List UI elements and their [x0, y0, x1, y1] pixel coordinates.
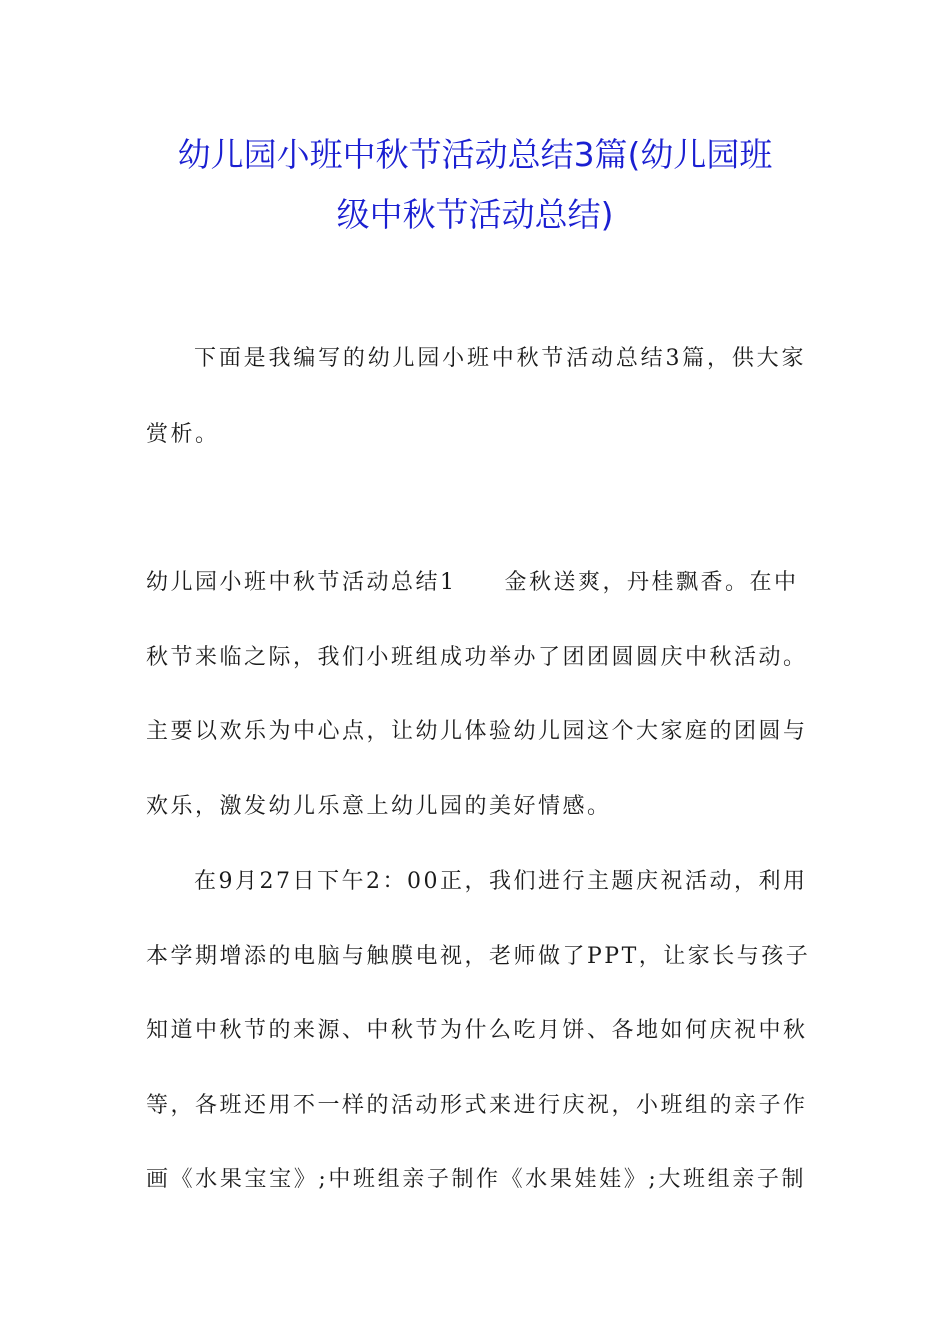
section1-line-1: [146, 572, 806, 594]
para2-line-1: 在9月27日下午2：00正，我们进行主题庆祝活动，利用: [194, 869, 808, 894]
section1-line-1-text: 金秋送爽，丹桂飘香。在中: [504, 570, 799, 595]
section1-heading: 幼儿园小班中秋节活动总结1: [146, 570, 457, 595]
document-title-line-1: 幼儿园小班中秋节活动总结3篇(幼儿园班: [177, 135, 773, 174]
para2-line-3: 知道中秋节的来源、中秋节为什么吃月饼、各地如何庆祝中秋: [146, 1018, 808, 1043]
section1-line-3: 主要以欢乐为中心点，让幼儿体验幼儿园这个大家庭的团圆与: [146, 719, 808, 744]
intro-line-1: 下面是我编写的幼儿园小班中秋节活动总结3篇，供大家: [194, 346, 806, 371]
para2-line-5: 画《水果宝宝》;中班组亲子制作《水果娃娃》;大班组亲子制: [146, 1167, 806, 1192]
intro-line-2: 赏析。: [146, 422, 220, 447]
para2-line-4: 等，各班还用不一样的活动形式来进行庆祝，小班组的亲子作: [146, 1093, 808, 1118]
para2-line-2: 本学期增添的电脑与触膜电视，老师做了PPT，让家长与孩子: [146, 944, 811, 969]
section1-line-2: 秋节来临之际，我们小班组成功举办了团团圆圆庆中秋活动。: [146, 645, 808, 670]
document-title-line-2: 级中秋节活动总结): [336, 195, 614, 234]
section1-line-4: 欢乐，激发幼儿乐意上幼儿园的美好情感。: [146, 794, 612, 819]
